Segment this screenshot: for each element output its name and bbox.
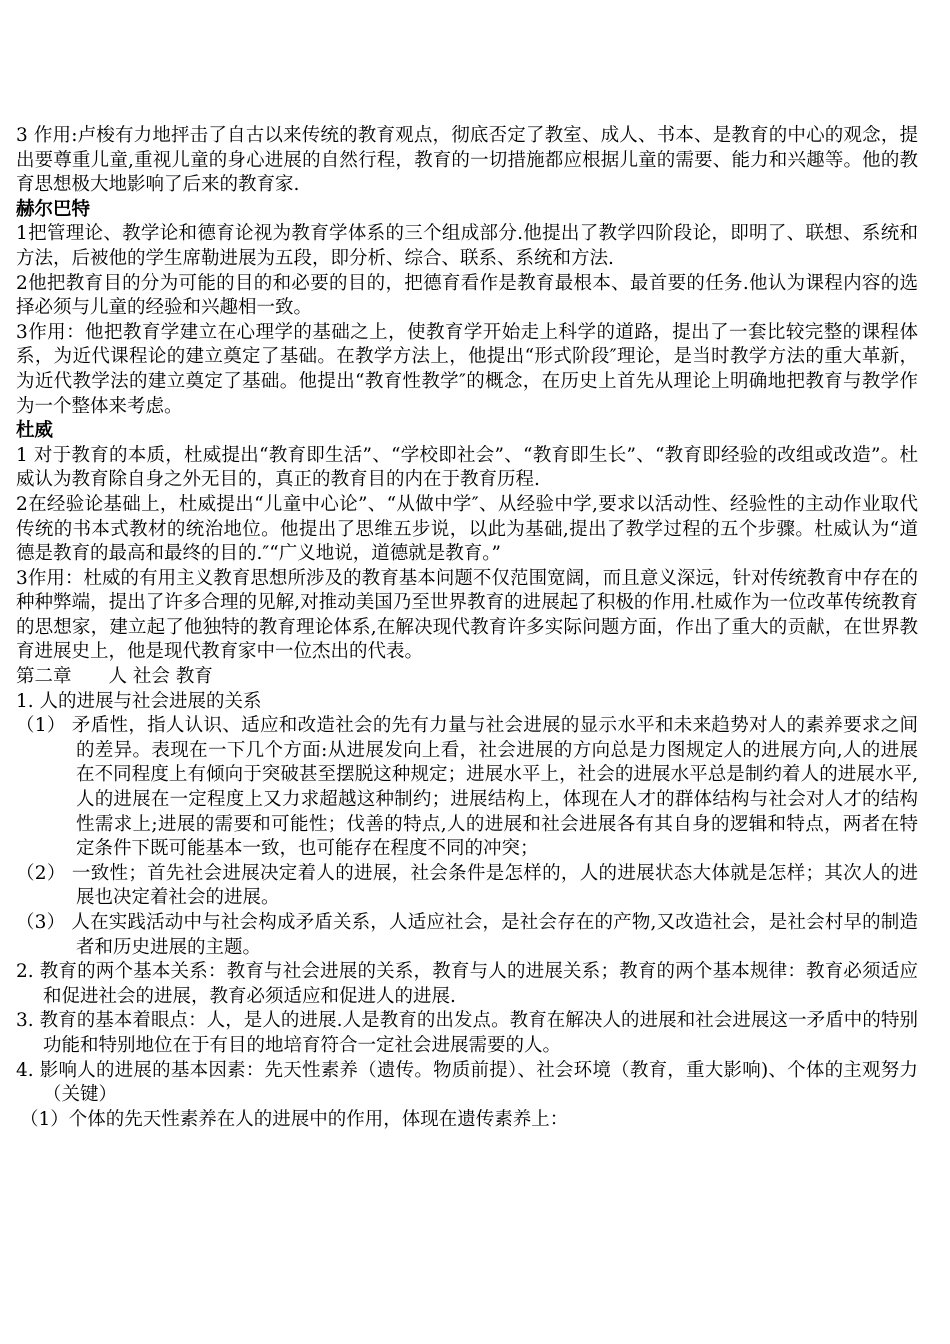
section-2-paragraph: 2. 教育的两个基本关系：教育与社会进展的关系，教育与人的进展关系；教育的两个基本规律：教育必须适应和促进社会的进展，教育必须适应和促进人的进展.: [16, 961, 918, 1007]
chapter-2-title: 第二章 人 社会 教育: [16, 666, 213, 688]
dewey-heading: 杜威: [16, 420, 54, 442]
herbart-point-2: 2他把教育目的分为可能的目的和必要的目的，把德育看作是教育最根本、最首要的任务.他认为课程内容的选择必须与儿童的经验和兴趣相一致。: [16, 272, 918, 319]
section-3-paragraph: 3. 教育的基本着眼点：人，是人的进展.人是教育的出发点。教育在解决人的进展和社会进展这一矛盾中的特别功能和特别地位在于有目的地培育符合一定社会进展需要的人。: [16, 1010, 918, 1056]
section-4-item-1: （1）个体的先天性素养在人的进展中的作用，体现在遗传素养上：: [20, 1108, 569, 1130]
section-1-item-3: （3） 人在实践活动中与社会构成矛盾关系，人适应社会，是社会存在的产物,又改造社会，是社会村早的制造者和历史进展的主题。: [16, 912, 918, 958]
herbart-point-3: 3作用：他把教育学建立在心理学的基础之上，使教育学开始走上科学的道路，提出了一套比较完整的课程体系，为近代课程论的建立奠定了基础。在教学方法上，他提出“形式阶段″理论，是当时教学方法的重大革新，为近代教学法的建立奠定了基础。他提出“教育性教学″的概念，在历史上首先从理论上明确地把教育与教学作为一个整体来考虑。: [16, 321, 918, 417]
dewey-point-3: 3作用：杜威的有用主义教育思想所涉及的教育基本问题不仅范围宽阔，而且意义深远，针对传统教育中存在的种种弊端，提出了许多合理的见解,对推动美国乃至世界教育的进展起了积极的作用.杜威作为一位改革传统教育的思想家，建立起了他独特的教育理论体系,在解决现代教育许多实际问题方面，作出了重大的贡献，在世界教育进展史上，他是现代教育家中一位杰出的代表。: [16, 567, 918, 663]
section-4-paragraph: 4. 影响人的进展的基本因素：先天性素养（遗传。物质前提）、社会环境（教育，重大影响)、个体的主观努力（关键）: [16, 1059, 918, 1106]
dewey-point-1: 1 对于教育的本质，杜威提出“教育即生活”、“学校即社会”、“教育即生长”、“教育即经验的改组或改造”。杜威认为教育除自身之外无目的，真正的教育目的内在于教育历程.: [16, 444, 918, 491]
section-1-item-2: （2） 一致性；首先社会进展决定着人的进展，社会条件是怎样的，人的进展状态大体就是怎样；其次人的进展也决定着社会的进展。: [16, 862, 918, 909]
section-1-item-1: （1） 矛盾性，指人认识、适应和改造社会的先有力量与社会进展的显示水平和未来趋势对人的素养要求之间的差异。表现在一下几个方面:从进展发向上看，社会进展的方向总是力图规定人的进展方向,人的进展在不同程度上有倾向于突破甚至摆脱这种规定；进展水平上，社会的进展水平总是制约着人的进展水平,人的进展在一定程度上又力求超越这种制约；进展结构上，体现在人才的群体结构与社会对人才的结构性需求上;进展的需要和可能性；伐善的特点,人的进展和社会进展各有其自身的逻辑和特点，两者在特定条件下既可能基本一致，也可能存在程度不同的冲突；: [16, 715, 918, 860]
herbart-heading: 赫尔巴特: [16, 198, 91, 220]
herbart-point-1: 1把管理论、教学论和德育论视为教育学体系的三个组成部分.他提出了教学四阶段论，即明了、联想、系统和方法，后被他的学生席勒进展为五段，即分析、综合、联系、系统和方法.: [16, 223, 918, 269]
document-page: [16, 124, 918, 1132]
dewey-point-2: 2在经验论基础上，杜威提出“儿童中心论”、“从做中学″、从经验中学,要求以活动性、经验性的主动作业取代传统的书本式教材的统治地位。他提出了思维五步说，以此为基础,提出了教学过程的五个步骤。杜威认为“道德是教育的最高和最终的目的.″“广义地说，道德就是教育。”: [16, 493, 918, 565]
rousseau-influence-paragraph: 3 作用:卢梭有力地抨击了自古以来传统的教育观点，彻底否定了教室、成人、书本、是教育的中心的观念，提出要尊重儿童,重视儿童的身心进展的自然行程，教育的一切措施都应根据儿童的需要、能力和兴趣等。他的教育思想极大地影响了后来的教育家.: [16, 125, 918, 196]
section-1-heading: 1. 人的进展与社会进展的关系: [16, 690, 262, 712]
